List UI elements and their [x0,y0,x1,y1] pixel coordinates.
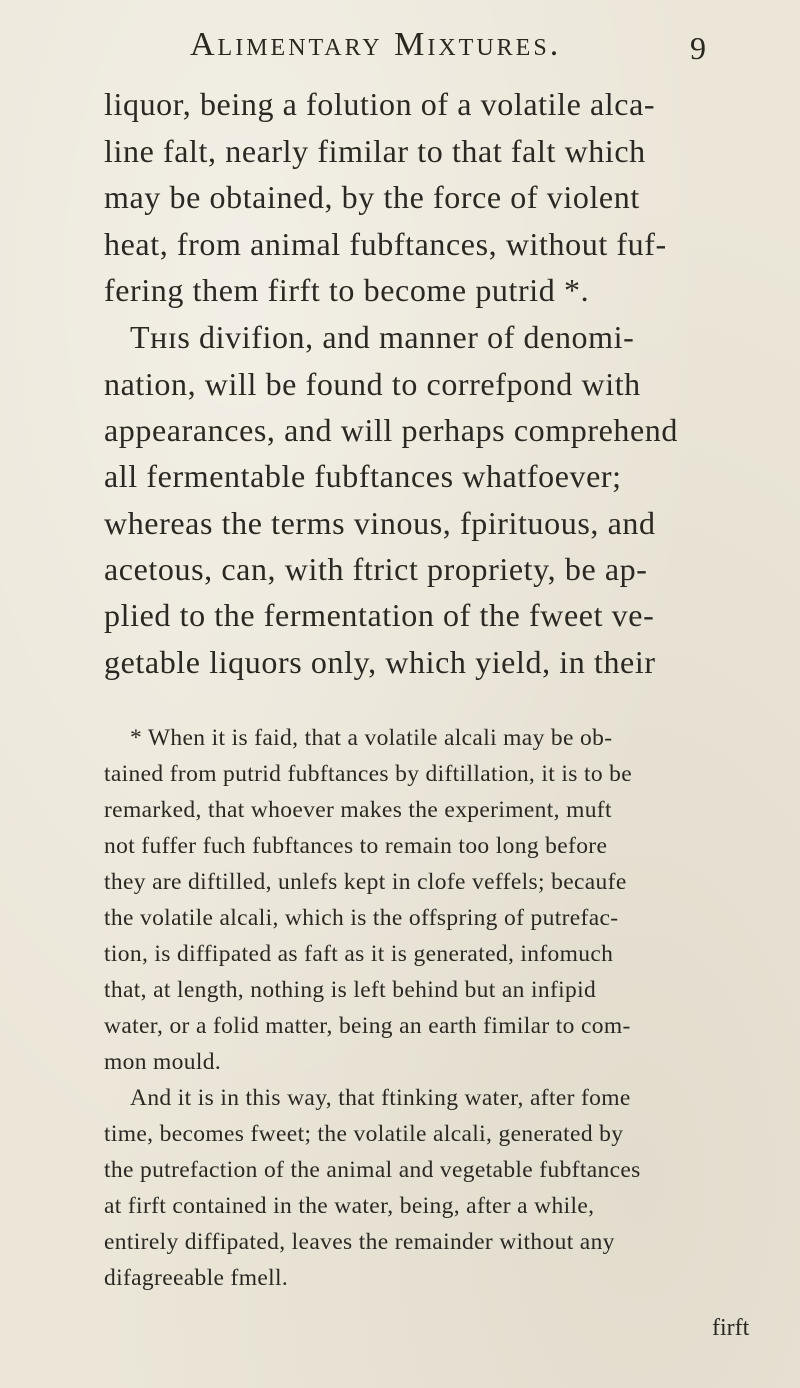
footnote-line-15: entirely diffipated, leaves the remainder without any [104,1229,615,1255]
body-line-5: fering them firft to become putrid *. [104,272,590,308]
footnote-line-16: difagreeable fmell. [104,1265,289,1291]
footnote-line-10: mon mould. [104,1049,222,1075]
footnote-line-12: time, becomes fweet; the volatile alcali, generated by [104,1121,624,1147]
body-line-6: Tʜɪs divifion, and manner of denomi- [130,319,635,355]
body-line-8: appearances, and will perhaps comprehend [104,412,678,448]
footnote-line-3: remarked, that whoever makes the experiment, muft [104,797,612,823]
catchword: firft [712,1315,750,1341]
body-line-2: line falt, nearly fimilar to that falt which [104,133,646,169]
footnote-line-1: * When it is faid, that a volatile alcali may be ob- [130,725,613,751]
running-head [0,18,800,78]
body-line-12: plied to the fermentation of the fweet ve- [104,597,655,633]
footnote-line-9: water, or a folid matter, being an earth fimilar to com- [104,1013,631,1039]
footnote-line-2: tained from putrid fubftances by diftillation, it is to be [104,761,633,787]
running-head-title: Alimentary Mixtures. [190,26,562,63]
page-number: 9 [690,30,706,66]
body-line-9: all fermentable fubftances whatfoever; [104,458,622,494]
body-line-13: getable liquors only, which yield, in their [104,644,656,680]
body-line-3: may be obtained, by the force of violent [104,179,640,215]
body-line-1: liquor, being a folution of a volatile alca- [104,86,656,122]
footnote-line-11: And it is in this way, that ftinking water, after fome [130,1085,631,1111]
body-line-10: whereas the terms vinous, fpirituous, and [104,505,656,541]
footnote-line-6: the volatile alcali, which is the offspring of putrefac- [104,905,619,931]
footnote-line-14: at firft contained in the water, being, after a while, [104,1193,595,1219]
body-line-11: acetous, can, with ftrict propriety, be ap- [104,551,648,587]
footnote-line-7: tion, is diffipated as faft as it is generated, infomuch [104,941,614,967]
footnote-line-5: they are diftilled, unlefs kept in clofe veffels; becaufe [104,869,627,895]
footnote-line-13: the putrefaction of the animal and vegetable fubftances [104,1157,641,1183]
footnote-line-4: not fuffer fuch fubftances to remain too long before [104,833,608,859]
footnote-line-8: that, at length, nothing is left behind but an infipid [104,977,597,1003]
body-line-7: nation, will be found to correfpond with [104,366,641,402]
body-line-4: heat, from animal fubftances, without fuf- [104,226,667,262]
